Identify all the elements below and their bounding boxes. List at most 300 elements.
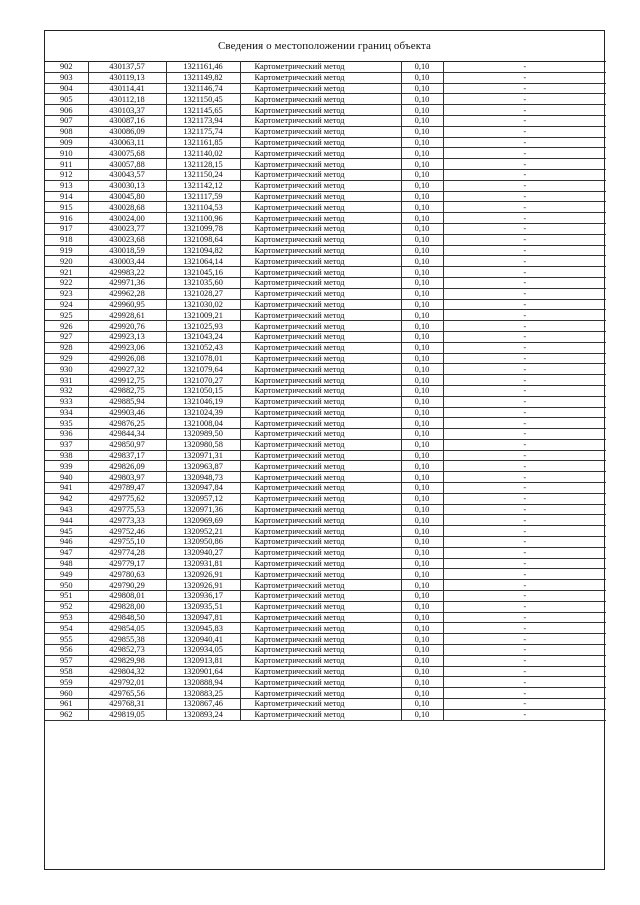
y-coordinate-cell: 1320901,64 [166, 666, 240, 677]
note-cell: - [443, 375, 606, 386]
y-coordinate-cell: 1320989,50 [166, 429, 240, 440]
accuracy-cell: 0,10 [401, 169, 443, 180]
y-coordinate-cell: 1320934,05 [166, 645, 240, 656]
accuracy-cell: 0,10 [401, 623, 443, 634]
method-cell: Картометрический метод [240, 115, 401, 126]
y-coordinate-cell: 1320947,84 [166, 483, 240, 494]
x-coordinate-cell: 430023,77 [88, 223, 166, 234]
method-cell: Картометрический метод [240, 267, 401, 278]
accuracy-cell: 0,10 [401, 439, 443, 450]
accuracy-cell: 0,10 [401, 591, 443, 602]
point-number-cell: 941 [45, 483, 88, 494]
table-row [45, 288, 606, 299]
note-cell: - [443, 148, 606, 159]
table-row [45, 385, 606, 396]
x-coordinate-cell: 429752,46 [88, 526, 166, 537]
y-coordinate-cell: 1321050,15 [166, 385, 240, 396]
note-cell: - [443, 267, 606, 278]
y-coordinate-cell: 1320950,86 [166, 537, 240, 548]
table-row [45, 450, 606, 461]
note-cell: - [443, 385, 606, 396]
table-body [45, 62, 606, 721]
note-cell: - [443, 234, 606, 245]
method-cell: Картометрический метод [240, 688, 401, 699]
point-number-cell: 915 [45, 202, 88, 213]
y-coordinate-cell: 1320935,51 [166, 601, 240, 612]
point-number-cell: 935 [45, 418, 88, 429]
x-coordinate-cell: 429773,33 [88, 515, 166, 526]
accuracy-cell: 0,10 [401, 688, 443, 699]
point-number-cell: 950 [45, 580, 88, 591]
y-coordinate-cell: 1321024,39 [166, 407, 240, 418]
table-row [45, 439, 606, 450]
point-number-cell: 908 [45, 126, 88, 137]
method-cell: Картометрический метод [240, 191, 401, 202]
point-number-cell: 906 [45, 105, 88, 116]
accuracy-cell: 0,10 [401, 267, 443, 278]
note-cell: - [443, 504, 606, 515]
accuracy-cell: 0,10 [401, 385, 443, 396]
x-coordinate-cell: 430114,41 [88, 83, 166, 94]
x-coordinate-cell: 429755,10 [88, 537, 166, 548]
point-number-cell: 903 [45, 72, 88, 83]
table-row [45, 634, 606, 645]
accuracy-cell: 0,10 [401, 472, 443, 483]
note-cell: - [443, 180, 606, 191]
y-coordinate-cell: 1321035,60 [166, 277, 240, 288]
y-coordinate-cell: 1321150,24 [166, 169, 240, 180]
table-row [45, 407, 606, 418]
note-cell: - [443, 612, 606, 623]
y-coordinate-cell: 1321070,27 [166, 375, 240, 386]
point-number-cell: 955 [45, 634, 88, 645]
x-coordinate-cell: 429844,34 [88, 429, 166, 440]
table-row [45, 688, 606, 699]
table-row [45, 655, 606, 666]
point-number-cell: 927 [45, 331, 88, 342]
method-cell: Картометрический метод [240, 256, 401, 267]
point-number-cell: 949 [45, 569, 88, 580]
x-coordinate-cell: 430087,16 [88, 115, 166, 126]
y-coordinate-cell: 1321052,43 [166, 342, 240, 353]
method-cell: Картометрический метод [240, 601, 401, 612]
y-coordinate-cell: 1321064,14 [166, 256, 240, 267]
x-coordinate-cell: 429765,56 [88, 688, 166, 699]
note-cell: - [443, 580, 606, 591]
table-row [45, 623, 606, 634]
point-number-cell: 937 [45, 439, 88, 450]
point-number-cell: 932 [45, 385, 88, 396]
x-coordinate-cell: 430043,57 [88, 169, 166, 180]
table-row [45, 429, 606, 440]
y-coordinate-cell: 1320913,81 [166, 655, 240, 666]
accuracy-cell: 0,10 [401, 256, 443, 267]
point-number-cell: 960 [45, 688, 88, 699]
method-cell: Картометрический метод [240, 83, 401, 94]
point-number-cell: 928 [45, 342, 88, 353]
method-cell: Картометрический метод [240, 461, 401, 472]
method-cell: Картометрический метод [240, 223, 401, 234]
y-coordinate-cell: 1321078,01 [166, 353, 240, 364]
table-row [45, 83, 606, 94]
note-cell: - [443, 666, 606, 677]
table-row [45, 115, 606, 126]
x-coordinate-cell: 429819,05 [88, 709, 166, 720]
note-cell: - [443, 537, 606, 548]
point-number-cell: 933 [45, 396, 88, 407]
note-cell: - [443, 321, 606, 332]
point-number-cell: 919 [45, 245, 88, 256]
note-cell: - [443, 483, 606, 494]
table-row [45, 223, 606, 234]
table-row [45, 601, 606, 612]
y-coordinate-cell: 1321128,15 [166, 159, 240, 170]
y-coordinate-cell: 1320969,69 [166, 515, 240, 526]
method-cell: Картометрический метод [240, 418, 401, 429]
x-coordinate-cell: 430028,68 [88, 202, 166, 213]
table-row [45, 256, 606, 267]
point-number-cell: 926 [45, 321, 88, 332]
method-cell: Картометрический метод [240, 202, 401, 213]
accuracy-cell: 0,10 [401, 83, 443, 94]
point-number-cell: 909 [45, 137, 88, 148]
point-number-cell: 957 [45, 655, 88, 666]
table-row [45, 245, 606, 256]
x-coordinate-cell: 429779,17 [88, 558, 166, 569]
accuracy-cell: 0,10 [401, 699, 443, 710]
x-coordinate-cell: 429912,75 [88, 375, 166, 386]
table-row [45, 547, 606, 558]
y-coordinate-cell: 1320947,81 [166, 612, 240, 623]
document-title: Сведения о местоположении границ объекта [217, 40, 432, 52]
table-row [45, 234, 606, 245]
x-coordinate-cell: 429850,97 [88, 439, 166, 450]
y-coordinate-cell: 1321045,16 [166, 267, 240, 278]
x-coordinate-cell: 429848,50 [88, 612, 166, 623]
accuracy-cell: 0,10 [401, 418, 443, 429]
note-cell: - [443, 223, 606, 234]
method-cell: Картометрический метод [240, 709, 401, 720]
x-coordinate-cell: 429780,63 [88, 569, 166, 580]
point-number-cell: 962 [45, 709, 88, 720]
x-coordinate-cell: 430057,88 [88, 159, 166, 170]
note-cell: - [443, 364, 606, 375]
accuracy-cell: 0,10 [401, 558, 443, 569]
table-row [45, 493, 606, 504]
table-row [45, 321, 606, 332]
accuracy-cell: 0,10 [401, 213, 443, 224]
point-number-cell: 946 [45, 537, 88, 548]
note-cell: - [443, 623, 606, 634]
note-cell: - [443, 72, 606, 83]
x-coordinate-cell: 429926,08 [88, 353, 166, 364]
method-cell: Картометрический метод [240, 364, 401, 375]
note-cell: - [443, 699, 606, 710]
y-coordinate-cell: 1321161,85 [166, 137, 240, 148]
x-coordinate-cell: 430045,80 [88, 191, 166, 202]
accuracy-cell: 0,10 [401, 223, 443, 234]
x-coordinate-cell: 429792,01 [88, 677, 166, 688]
method-cell: Картометрический метод [240, 645, 401, 656]
method-cell: Картометрический метод [240, 407, 401, 418]
point-number-cell: 958 [45, 666, 88, 677]
point-number-cell: 924 [45, 299, 88, 310]
method-cell: Картометрический метод [240, 375, 401, 386]
x-coordinate-cell: 429826,09 [88, 461, 166, 472]
method-cell: Картометрический метод [240, 515, 401, 526]
method-cell: Картометрический метод [240, 526, 401, 537]
method-cell: Картометрический метод [240, 591, 401, 602]
accuracy-cell: 0,10 [401, 245, 443, 256]
note-cell: - [443, 677, 606, 688]
point-number-cell: 936 [45, 429, 88, 440]
accuracy-cell: 0,10 [401, 634, 443, 645]
accuracy-cell: 0,10 [401, 137, 443, 148]
accuracy-cell: 0,10 [401, 450, 443, 461]
x-coordinate-cell: 429928,61 [88, 310, 166, 321]
method-cell: Картометрический метод [240, 169, 401, 180]
x-coordinate-cell: 430018,59 [88, 245, 166, 256]
note-cell: - [443, 94, 606, 105]
point-number-cell: 913 [45, 180, 88, 191]
point-number-cell: 905 [45, 94, 88, 105]
table-row [45, 558, 606, 569]
point-number-cell: 942 [45, 493, 88, 504]
note-cell: - [443, 105, 606, 116]
method-cell: Картометрический метод [240, 439, 401, 450]
table-row [45, 364, 606, 375]
method-cell: Картометрический метод [240, 310, 401, 321]
table-row [45, 472, 606, 483]
point-number-cell: 938 [45, 450, 88, 461]
method-cell: Картометрический метод [240, 234, 401, 245]
method-cell: Картометрический метод [240, 105, 401, 116]
method-cell: Картометрический метод [240, 342, 401, 353]
y-coordinate-cell: 1321028,27 [166, 288, 240, 299]
y-coordinate-cell: 1320952,21 [166, 526, 240, 537]
note-cell: - [443, 213, 606, 224]
method-cell: Картометрический метод [240, 126, 401, 137]
table-row [45, 126, 606, 137]
point-number-cell: 920 [45, 256, 88, 267]
x-coordinate-cell: 429775,62 [88, 493, 166, 504]
method-cell: Картометрический метод [240, 483, 401, 494]
note-cell: - [443, 688, 606, 699]
method-cell: Картометрический метод [240, 396, 401, 407]
table-row [45, 62, 606, 73]
table-row [45, 461, 606, 472]
table-row [45, 418, 606, 429]
x-coordinate-cell: 430030,13 [88, 180, 166, 191]
accuracy-cell: 0,10 [401, 547, 443, 558]
method-cell: Картометрический метод [240, 62, 401, 73]
note-cell: - [443, 353, 606, 364]
y-coordinate-cell: 1321117,59 [166, 191, 240, 202]
method-cell: Картометрический метод [240, 180, 401, 191]
method-cell: Картометрический метод [240, 245, 401, 256]
table-row [45, 591, 606, 602]
accuracy-cell: 0,10 [401, 353, 443, 364]
accuracy-cell: 0,10 [401, 504, 443, 515]
x-coordinate-cell: 429803,97 [88, 472, 166, 483]
accuracy-cell: 0,10 [401, 461, 443, 472]
method-cell: Картометрический метод [240, 580, 401, 591]
boundary-coordinates-table [45, 61, 606, 721]
note-cell: - [443, 558, 606, 569]
x-coordinate-cell: 429768,31 [88, 699, 166, 710]
y-coordinate-cell: 1320926,91 [166, 580, 240, 591]
note-cell: - [443, 310, 606, 321]
y-coordinate-cell: 1321025,93 [166, 321, 240, 332]
note-cell: - [443, 634, 606, 645]
table-row [45, 148, 606, 159]
x-coordinate-cell: 430137,57 [88, 62, 166, 73]
point-number-cell: 921 [45, 267, 88, 278]
point-number-cell: 953 [45, 612, 88, 623]
y-coordinate-cell: 1321099,78 [166, 223, 240, 234]
point-number-cell: 954 [45, 623, 88, 634]
y-coordinate-cell: 1321150,45 [166, 94, 240, 105]
method-cell: Картометрический метод [240, 429, 401, 440]
point-number-cell: 959 [45, 677, 88, 688]
y-coordinate-cell: 1321104,53 [166, 202, 240, 213]
accuracy-cell: 0,10 [401, 180, 443, 191]
accuracy-cell: 0,10 [401, 601, 443, 612]
x-coordinate-cell: 430119,13 [88, 72, 166, 83]
note-cell: - [443, 450, 606, 461]
x-coordinate-cell: 429790,29 [88, 580, 166, 591]
table-row [45, 353, 606, 364]
method-cell: Картометрический метод [240, 159, 401, 170]
x-coordinate-cell: 429923,06 [88, 342, 166, 353]
method-cell: Картометрический метод [240, 547, 401, 558]
note-cell: - [443, 591, 606, 602]
x-coordinate-cell: 429876,25 [88, 418, 166, 429]
accuracy-cell: 0,10 [401, 72, 443, 83]
point-number-cell: 931 [45, 375, 88, 386]
x-coordinate-cell: 430023,68 [88, 234, 166, 245]
x-coordinate-cell: 429960,95 [88, 299, 166, 310]
accuracy-cell: 0,10 [401, 645, 443, 656]
point-number-cell: 947 [45, 547, 88, 558]
table-row [45, 310, 606, 321]
point-number-cell: 925 [45, 310, 88, 321]
point-number-cell: 911 [45, 159, 88, 170]
x-coordinate-cell: 429920,76 [88, 321, 166, 332]
accuracy-cell: 0,10 [401, 407, 443, 418]
note-cell: - [443, 331, 606, 342]
method-cell: Картометрический метод [240, 537, 401, 548]
point-number-cell: 934 [45, 407, 88, 418]
y-coordinate-cell: 1320883,25 [166, 688, 240, 699]
document-frame [44, 30, 605, 870]
method-cell: Картометрический метод [240, 72, 401, 83]
x-coordinate-cell: 429804,32 [88, 666, 166, 677]
accuracy-cell: 0,10 [401, 115, 443, 126]
accuracy-cell: 0,10 [401, 396, 443, 407]
point-number-cell: 951 [45, 591, 88, 602]
accuracy-cell: 0,10 [401, 299, 443, 310]
accuracy-cell: 0,10 [401, 580, 443, 591]
note-cell: - [443, 256, 606, 267]
x-coordinate-cell: 430112,18 [88, 94, 166, 105]
accuracy-cell: 0,10 [401, 126, 443, 137]
y-coordinate-cell: 1321043,24 [166, 331, 240, 342]
accuracy-cell: 0,10 [401, 321, 443, 332]
note-cell: - [443, 547, 606, 558]
table-row [45, 159, 606, 170]
table-row [45, 666, 606, 677]
note-cell: - [443, 288, 606, 299]
accuracy-cell: 0,10 [401, 234, 443, 245]
y-coordinate-cell: 1321094,82 [166, 245, 240, 256]
accuracy-cell: 0,10 [401, 277, 443, 288]
note-cell: - [443, 342, 606, 353]
y-coordinate-cell: 1320893,24 [166, 709, 240, 720]
table-row [45, 299, 606, 310]
method-cell: Картометрический метод [240, 321, 401, 332]
table-row [45, 645, 606, 656]
y-coordinate-cell: 1320867,46 [166, 699, 240, 710]
y-coordinate-cell: 1320971,36 [166, 504, 240, 515]
accuracy-cell: 0,10 [401, 310, 443, 321]
accuracy-cell: 0,10 [401, 62, 443, 73]
note-cell: - [443, 655, 606, 666]
accuracy-cell: 0,10 [401, 569, 443, 580]
y-coordinate-cell: 1321098,64 [166, 234, 240, 245]
x-coordinate-cell: 430063,11 [88, 137, 166, 148]
x-coordinate-cell: 429808,01 [88, 591, 166, 602]
table-row [45, 94, 606, 105]
accuracy-cell: 0,10 [401, 364, 443, 375]
accuracy-cell: 0,10 [401, 677, 443, 688]
method-cell: Картометрический метод [240, 558, 401, 569]
y-coordinate-cell: 1321030,02 [166, 299, 240, 310]
point-number-cell: 918 [45, 234, 88, 245]
table-row [45, 569, 606, 580]
method-cell: Картометрический метод [240, 353, 401, 364]
accuracy-cell: 0,10 [401, 148, 443, 159]
note-cell: - [443, 191, 606, 202]
y-coordinate-cell: 1321145,65 [166, 105, 240, 116]
point-number-cell: 945 [45, 526, 88, 537]
point-number-cell: 917 [45, 223, 88, 234]
note-cell: - [443, 202, 606, 213]
point-number-cell: 922 [45, 277, 88, 288]
note-cell: - [443, 601, 606, 612]
x-coordinate-cell: 429775,53 [88, 504, 166, 515]
y-coordinate-cell: 1320888,94 [166, 677, 240, 688]
table-row [45, 677, 606, 688]
method-cell: Картометрический метод [240, 450, 401, 461]
method-cell: Картометрический метод [240, 472, 401, 483]
table-row [45, 709, 606, 720]
method-cell: Картометрический метод [240, 277, 401, 288]
table-row [45, 105, 606, 116]
method-cell: Картометрический метод [240, 94, 401, 105]
note-cell: - [443, 245, 606, 256]
table-row [45, 169, 606, 180]
table-row [45, 267, 606, 278]
note-cell: - [443, 515, 606, 526]
y-coordinate-cell: 1321009,21 [166, 310, 240, 321]
y-coordinate-cell: 1321008,04 [166, 418, 240, 429]
note-cell: - [443, 115, 606, 126]
x-coordinate-cell: 430086,09 [88, 126, 166, 137]
method-cell: Картометрический метод [240, 504, 401, 515]
x-coordinate-cell: 429828,00 [88, 601, 166, 612]
method-cell: Картометрический метод [240, 655, 401, 666]
